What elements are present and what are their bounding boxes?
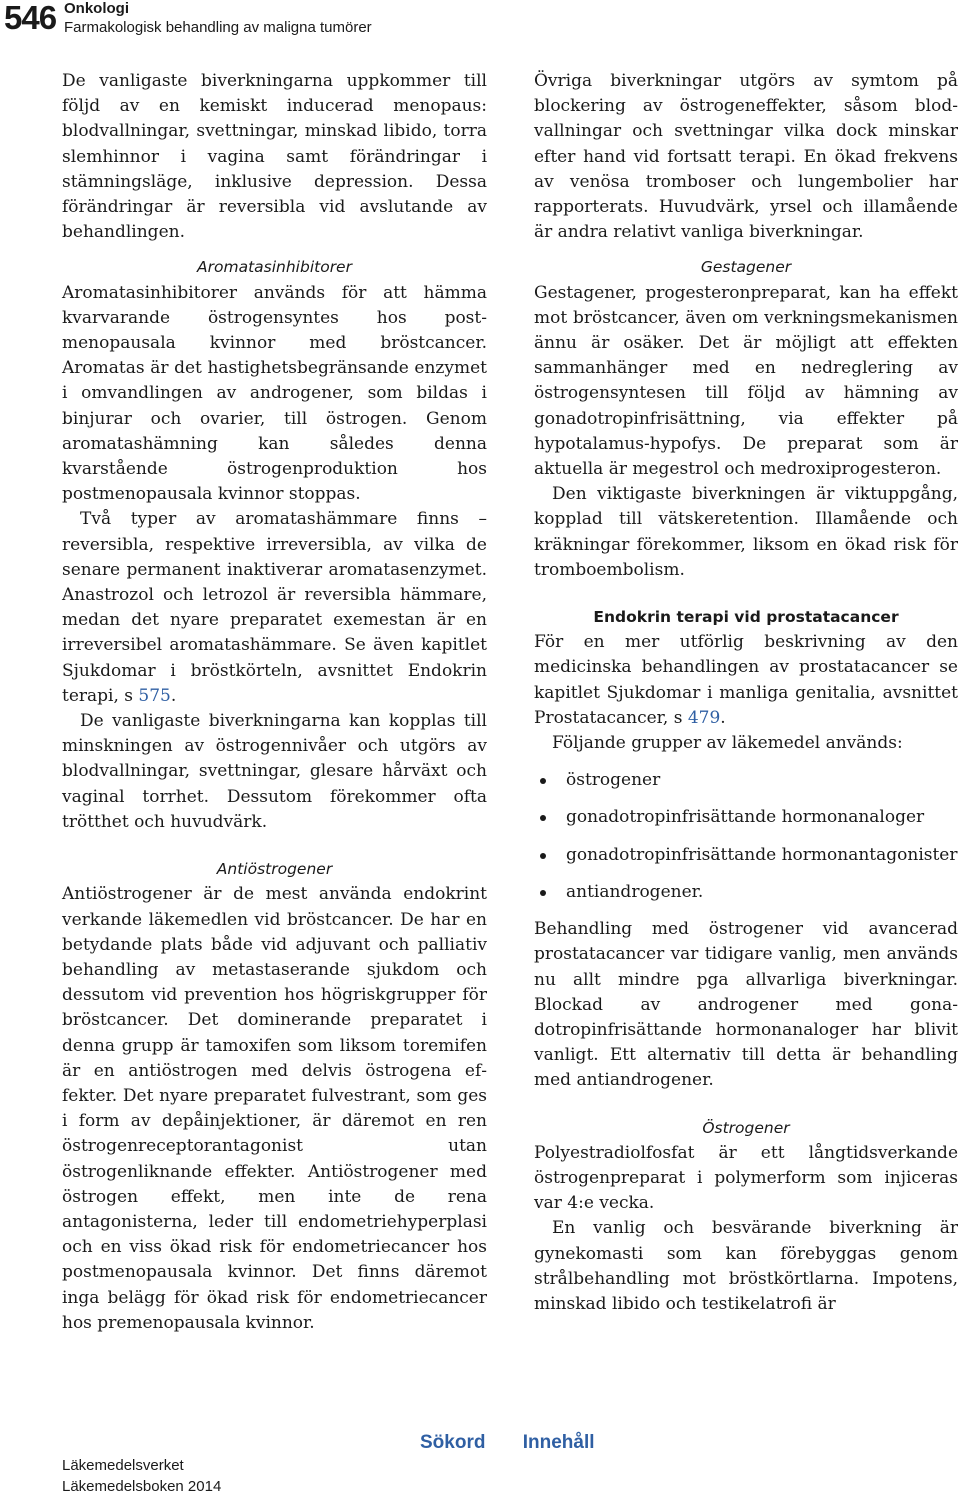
page-header <box>0 0 960 44</box>
paragraph: De vanligaste biverkningarna uppkommer till följd av en kemiskt inducerad menopaus: blodvallningar, svettningar, minskad libido, torra slemhinnor i vagina samt förändringar i stämningsläge, inklusive depression. Dessa förändringar är reversibla vid avslutande av behandlingen. <box>62 71 487 243</box>
paragraph: Övriga biverkningar utgörs av symtom på blockering av östrogeneffekter, såsom blodvallningar och svettningar vilka dock minskar efter hand vid fortsatt terapi. En ökad frekvens av venösa tromboser och lungembolier har rapporterats. Huvudvärk, yrsel och illamående är andra relativt vanliga biverkningar. <box>534 71 958 243</box>
chapter-title: Onkologi <box>64 0 129 17</box>
drug-group-list <box>534 768 958 905</box>
navigation-links <box>420 1432 627 1454</box>
paragraph: Följande grupper av läkemedel används: <box>552 733 903 754</box>
heading-aromatasinhibitorer: Aromatasinhibitorer <box>197 258 352 277</box>
page-link-479[interactable]: 479 <box>687 707 721 728</box>
page-link-575[interactable]: 575 <box>138 685 171 706</box>
paragraph: Gestagener, progesteronpreparat, kan ha effekt mot bröstcancer, även om verkningsmekanismen ännu är osäker. Det är möjligt att effekten sammanhänger med en nedreglering av östrogensyntesen till följd av hämning av gonadotropinfrisättning, via effekter på hypotalamus-hypofys. De preparat som är aktuella är megestrol och medroxiprogesteron. <box>534 282 958 480</box>
heading-gestagener: Gestagener <box>700 258 792 277</box>
section-title: Farmakologisk behandling av maligna tumörer <box>64 19 372 36</box>
heading-antiostrogener: Antiöstrogener <box>216 860 333 879</box>
list-item: östrogener <box>534 768 958 793</box>
paragraph: För en mer utförlig beskrivning av den medicinska behandlingen av prostatacancer se kapitlet Sjukdomar i manliga genitalia, avsnittet Prostatacancer, s 479. <box>534 632 958 728</box>
paragraph: En vanlig och besvärande biverkning är gynekomasti som kan förebyggas genom strålbehandling mot bröstkörtlarna. Impotens, minskad libido och testikelatrofi är <box>534 1218 958 1314</box>
book-title: Läkemedelsboken 2014 <box>62 1478 222 1495</box>
paragraph: Två typer av aromatashämmare finns – reversibla, respektive irreversibla, av vilka de senare permanent inaktiverar aromatasenzymet. Anastrozol och letrozol är reversibla hämmare, medan det nyare preparatet exemestan är en irreversibel aromatashämmare. Se även kapitlet Sjukdomar i bröstkörteln, avsnittet Endokrin terapi, s 575. <box>62 509 487 706</box>
list-item: gonadotropinfrisättande hormonanaloger <box>534 805 958 830</box>
page-footer <box>62 1455 221 1497</box>
left-column <box>62 69 487 1336</box>
paragraph: Den viktigaste biverkningen är viktuppgång, kopplad till vätskeretention. Illamående och kräkningar förekommer, liksom en ökad risk för tromboembolism. <box>534 484 958 580</box>
paragraph: Polyestradiolfosfat är ett långtidsverkande östrogenpreparat i polymerform som injiceras var 4:e vecka. <box>534 1142 958 1214</box>
paragraph: De vanligaste biverkningarna kan kopplas till minskningen av östrogennivåer och utgörs av blodvallningar, svettningar, glesare hårväxt och vaginal torrhet. Dessutom förekommer ofta trötthet och huvudvärk. <box>62 711 487 832</box>
list-item: antiandrogener. <box>534 880 958 905</box>
right-column <box>534 69 958 1317</box>
publisher-name: Läkemedelsverket <box>62 1457 184 1474</box>
heading-ostrogener: Östrogener <box>702 1118 790 1137</box>
paragraph: Aromatasinhibitorer används för att hämma kvarvarande östrogensyntes hos postmenopausala kvinnor med bröstcancer. Aromatas är det hastighetsbegränsande enzymet i omvandlingen av androgener, som bildas i binjurar och ovarier, till östrogen. Genom aromatashämning kan således denna kvarstående östrogenproduktion hos postmenopausala kvinnor stoppas. <box>62 282 487 505</box>
search-index-link[interactable]: Sökord <box>420 1432 486 1453</box>
page-number: 546 <box>4 0 57 36</box>
paragraph: Behandling med östrogener vid avancerad prostatacancer var tidigare vanlig, men används nu allt mindre pga allvarliga biverkningar. Blockad av androgener med gonadotropinfrisättande hormonanaloger har blivit vanligt. Ett alternativ till detta är behandling med antiandrogener. <box>534 919 958 1091</box>
paragraph: Antiöstrogener är de mest använda endokrint verkande läkemedlen vid bröstcancer. De har en betydande plats både vid adjuvant och palliativ behandling av metastaserande sjukdom och dessutom vid prevention hos högriskgrupper för bröstcancer. Det dominerande preparatet i denna grupp är tamoxifen som liksom toremifen är en antiöstrogen med delvis östrogena effekter. Det nyare preparatet fulvestrant, som ges i form av depåinjektioner, är däremot en ren östrogenreceptorantagonist utan östrogenliknande effekter. Antiöstrogener med östrogen effekt, men inte de rena antagonisterna, leder till endometriehyperplasi och en viss ökad risk för endometriecancer hos postmenopausala kvinnor. Det finns däremot inga belägg för ökad risk för endometriecancer hos premenopausala kvinnor. <box>62 884 487 1333</box>
table-of-contents-link[interactable]: Innehåll <box>522 1432 595 1453</box>
heading-prostatacancer: Endokrin terapi vid prostatacancer <box>593 608 899 627</box>
list-item: gonadotropinfrisättande hormonantagonister <box>534 843 958 868</box>
